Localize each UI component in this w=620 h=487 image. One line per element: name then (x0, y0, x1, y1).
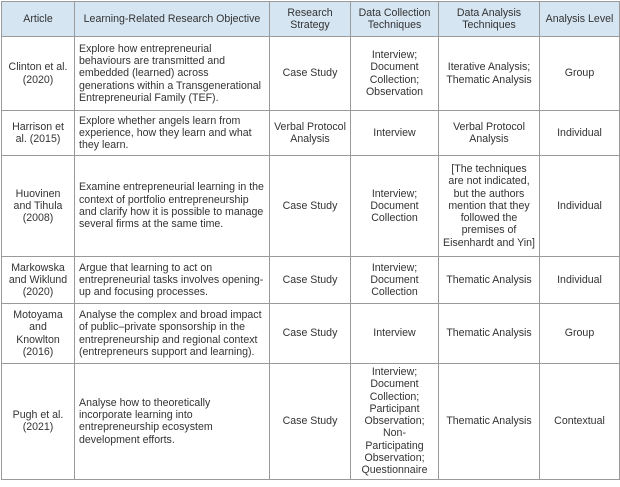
cell-strategy: Case Study (270, 304, 351, 364)
collection-item: Document Collection; (369, 378, 420, 403)
cell-level: Individual (540, 111, 620, 156)
table-row (2, 37, 620, 111)
cell-objective: Argue that learning to act on entrepreneurial tasks involves opening-up and focusing processes. (75, 257, 270, 304)
collection-item: Interview (373, 327, 416, 340)
collection-item: Interview; (371, 261, 418, 274)
collection-item: Interview (373, 126, 416, 139)
collection-item: Document Collection (370, 199, 419, 225)
cell-analysis: [The techniques are not indicated, but the authors mention that they followed the premises of Eisenhardt and Yin] (439, 156, 540, 257)
cell-analysis: Thematic Analysis (439, 364, 540, 480)
cell-analysis: Thematic Analysis (439, 257, 540, 304)
cell-objective: Explore whether angels learn from experience, how they learn and what they learn. (75, 111, 270, 156)
cell-analysis: Verbal Protocol Analysis (439, 111, 540, 156)
collection-item: Interview; (371, 366, 418, 378)
cell-collection (351, 156, 439, 257)
cell-level: Group (540, 37, 620, 111)
cell-level: Individual (540, 156, 620, 257)
cell-article: Motoyama and Knowlton (2016) (2, 304, 75, 364)
table-row (2, 257, 620, 304)
cell-strategy: Case Study (270, 257, 351, 304)
cell-collection (351, 364, 439, 480)
collection-item: Interview; (371, 187, 418, 200)
collection-item: Document Collection (370, 273, 419, 299)
cell-objective: Examine entrepreneurial learning in the context of portfolio entrepreneurship and clarify how it is possible to manage several firms at the same time. (75, 156, 270, 257)
header-objective: Learning-Related Research Objective (75, 2, 270, 37)
cell-level: Contextual (540, 364, 620, 480)
cell-article: Markowska and Wiklund (2020) (2, 257, 75, 304)
cell-objective: Analyse the complex and broad impact of public–private sponsorship in the entrepreneurship and regional context (entrepreneurs support and learning). (75, 304, 270, 364)
cell-strategy: Case Study (270, 364, 351, 480)
cell-strategy: Verbal Protocol Analysis (270, 111, 351, 156)
cell-objective: Explore how entrepreneurial behaviours are transmitted and embedded (learned) across generations within a Transgenerational Entrepreneurial Family (TEF). (75, 37, 270, 111)
collection-item: Non-Participating Observation; (364, 427, 425, 465)
cell-collection (351, 111, 439, 156)
header-article: Article (2, 2, 75, 37)
literature-table (1, 1, 620, 480)
header-strategy: Research Strategy (270, 2, 351, 37)
cell-strategy: Case Study (270, 156, 351, 257)
cell-collection (351, 304, 439, 364)
cell-collection (351, 37, 439, 111)
cell-article: Huovinen and Tihula (2008) (2, 156, 75, 257)
cell-level: Individual (540, 257, 620, 304)
cell-collection (351, 257, 439, 304)
table-row (2, 156, 620, 257)
header-analysis: Data Analysis Techniques (439, 2, 540, 37)
cell-analysis: Iterative Analysis; Thematic Analysis (439, 37, 540, 111)
header-row (2, 2, 620, 37)
collection-item: Observation (365, 85, 424, 98)
collection-item: Document Collection; (369, 61, 420, 86)
table-row (2, 111, 620, 156)
header-level: Analysis Level (540, 2, 620, 37)
collection-item: Questionnaire (361, 464, 428, 477)
table-row (2, 364, 620, 480)
cell-article: Pugh et al. (2021) (2, 364, 75, 480)
cell-article: Clinton et al. (2020) (2, 37, 75, 111)
cell-article: Harrison et al. (2015) (2, 111, 75, 156)
cell-level: Group (540, 304, 620, 364)
header-collection: Data Collection Techniques (351, 2, 439, 37)
collection-item: Participant Observation; (364, 402, 425, 428)
cell-analysis: Thematic Analysis (439, 304, 540, 364)
cell-objective: Analyse how to theoretically incorporate learning into entrepreneurship ecosystem development efforts. (75, 364, 270, 480)
cell-strategy: Case Study (270, 37, 351, 111)
collection-item: Interview; (371, 48, 418, 61)
table-row (2, 304, 620, 364)
